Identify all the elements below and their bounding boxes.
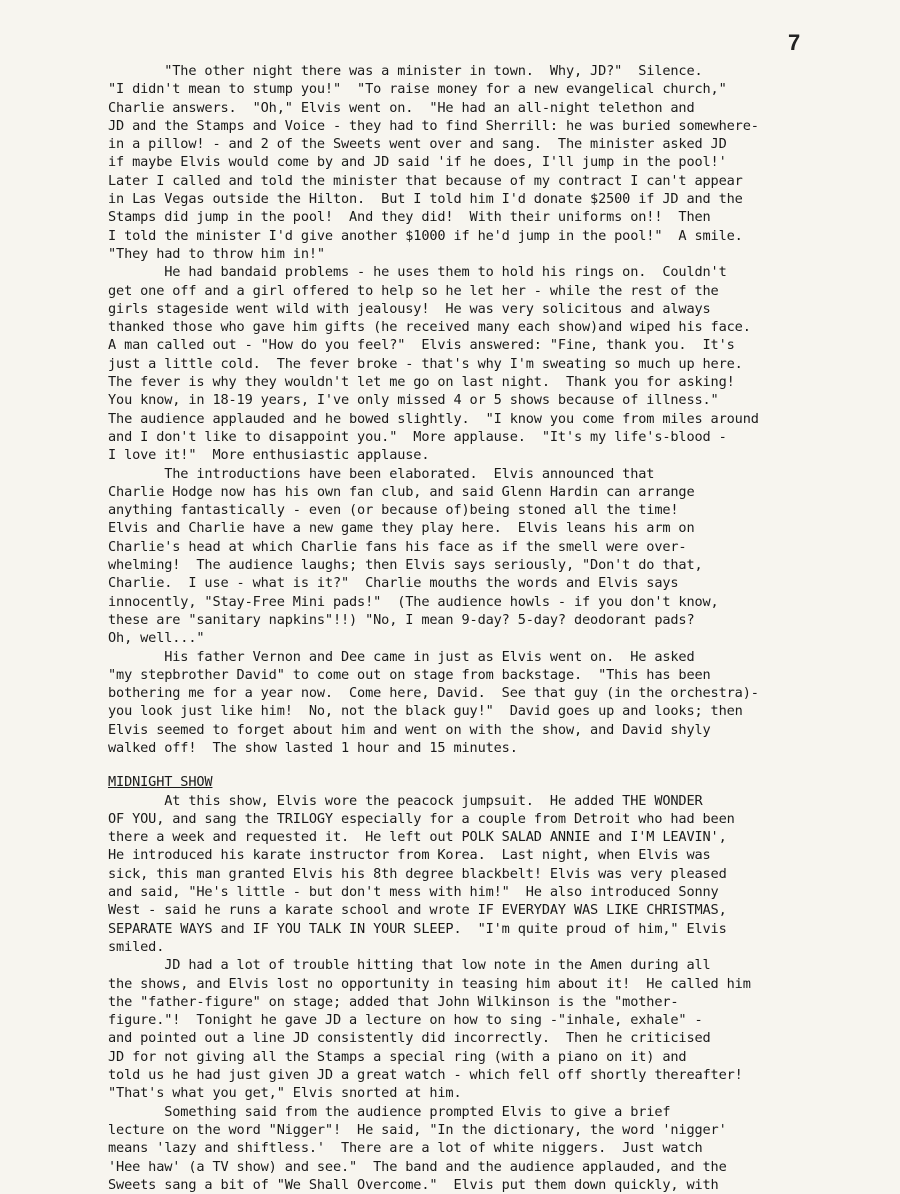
text-line: "They had to throw him in!" (108, 245, 325, 262)
text-line: OF YOU, and sang the TRILOGY especially for a couple from Detroit who had been (108, 810, 735, 827)
text-line: Elvis seemed to forget about him and went on with the show, and David shyly (108, 721, 711, 738)
text-line: anything fantastically - even (or because of)being stoned all the time! (108, 502, 679, 519)
text-line: you look just like him! No, not the black guy!" David goes up and looks; then (108, 703, 743, 720)
text-line: in Las Vegas outside the Hilton. But I told him I'd donate $2500 if JD and the (108, 191, 743, 208)
text-line: I told the minister I'd give another $1000 if he'd jump in the pool!" A smile. (108, 227, 743, 244)
text-line: JD for not giving all the Stamps a special ring (with a piano on it) and (108, 1048, 687, 1065)
text-line: girls stageside went wild with jealousy! He was very solicitous and always (108, 300, 711, 317)
text-line: A man called out - "How do you feel?" Elvis answered: "Fine, thank you. It's (108, 337, 735, 354)
text-line: You know, in 18-19 years, I've only missed 4 or 5 shows because of illness." (108, 392, 719, 409)
text-line: thanked those who gave him gifts (he received many each show)and wiped his face. (108, 319, 751, 336)
text-line: if maybe Elvis would come by and JD said 'if he does, I'll jump in the pool!' (108, 154, 727, 171)
text-line: bothering me for a year now. Come here, David. See that guy (in the orchestra)- (108, 685, 759, 702)
text-line: these are "sanitary napkins"!!) "No, I mean 9-day? 5-day? deodorant pads? (108, 611, 695, 628)
text-line: JD and the Stamps and Voice - they had to find Sherrill: he was buried somewhere- (108, 117, 759, 134)
text-line: and I don't like to disappoint you." More applause. "It's my life's-blood - (108, 428, 727, 445)
text-line: get one off and a girl offered to help so he let her - while the rest of the (108, 282, 719, 299)
text-line: innocently, "Stay-Free Mini pads!" (The audience howls - if you don't know, (108, 593, 719, 610)
text-line: and pointed out a line JD consistently did incorrectly. Then he criticised (108, 1030, 711, 1047)
text-line: "I didn't mean to stump you!" "To raise money for a new evangelical church," (108, 81, 727, 98)
text-line: At this show, Elvis wore the peacock jumpsuit. He added THE WONDER (108, 792, 703, 809)
section-heading: MIDNIGHT SHOW (108, 774, 213, 791)
text-line: walked off! The show lasted 1 hour and 15 minutes. (108, 739, 518, 756)
text-line: whelming! The audience laughs; then Elvis says seriously, "Don't do that, (108, 557, 703, 574)
text-line: the "father-figure" on stage; added that John Wilkinson is the "mother- (108, 993, 679, 1010)
text-line: Something said from the audience prompted Elvis to give a brief (108, 1103, 671, 1120)
text-line: figure."! Tonight he gave JD a lecture on how to sing -"inhale, exhale" - (108, 1012, 703, 1029)
text-line: Oh, well..." (108, 630, 205, 647)
text-line: Charlie's head at which Charlie fans his face as if the smell were over- (108, 538, 687, 555)
text-line: "That's what you get," Elvis snorted at him. (108, 1085, 462, 1102)
text-line: Charlie answers. "Oh," Elvis went on. "He had an all-night telethon and (108, 99, 695, 116)
text-line: the shows, and Elvis lost no opportunity in teasing him about it! He called him (108, 975, 751, 992)
text-line: The introductions have been elaborated. Elvis announced that (108, 465, 655, 482)
midnight-show-text (108, 792, 848, 1194)
text-line: Later I called and told the minister that because of my contract I can't appear (108, 172, 743, 189)
text-line: smiled. (108, 938, 165, 955)
text-line: 'Hee haw' (a TV show) and see." The band and the audience applauded, and the (108, 1158, 727, 1175)
text-line: His father Vernon and Dee came in just as Elvis went on. He asked (108, 648, 695, 665)
text-line: Stamps did jump in the pool! And they did! With their uniforms on!! Then (108, 209, 711, 226)
text-line: West - said he runs a karate school and wrote IF EVERYDAY WAS LIKE CHRISTMAS, (108, 902, 727, 919)
text-line: SEPARATE WAYS and IF YOU TALK IN YOUR SLEEP. "I'm quite proud of him," Elvis (108, 920, 727, 937)
body-text (108, 62, 848, 1194)
text-line: and said, "He's little - but don't mess with him!" He also introduced Sonny (108, 884, 719, 901)
text-line: "my stepbrother David" to come out on stage from backstage. "This has been (108, 666, 711, 683)
text-line: there a week and requested it. He left out POLK SALAD ANNIE and I'M LEAVIN', (108, 829, 727, 846)
text-line: Elvis and Charlie have a new game they play here. Elvis leans his arm on (108, 520, 695, 537)
text-line: means 'lazy and shiftless.' There are a lot of white niggers. Just watch (108, 1140, 703, 1157)
text-line: The fever is why they wouldn't let me go on last night. Thank you for asking! (108, 374, 735, 391)
text-line: "The other night there was a minister in town. Why, JD?" Silence. (108, 63, 703, 79)
text-line: JD had a lot of trouble hitting that low note in the Amen during all (108, 957, 711, 974)
text-line: lecture on the word "Nigger"! He said, "In the dictionary, the word 'nigger' (108, 1121, 727, 1138)
text-line: I love it!" More enthusiastic applause. (108, 447, 430, 464)
text-line: Sweets sang a bit of "We Shall Overcome." Elvis put them down quickly, with (108, 1176, 719, 1193)
pre-midnight-text (108, 62, 848, 757)
text-line: told us he had just given JD a great watch - which fell off shortly thereafter! (108, 1067, 743, 1084)
section-gap (108, 757, 848, 773)
text-line: in a pillow! - and 2 of the Sweets went over and sang. The minister asked JD (108, 136, 727, 153)
text-line: Charlie. I use - what is it?" Charlie mouths the words and Elvis says (108, 575, 679, 592)
page-number: 7 (788, 30, 801, 55)
text-line: sick, this man granted Elvis his 8th degree blackbelt! Elvis was very pleased (108, 865, 727, 882)
text-line: Charlie Hodge now has his own fan club, and said Glenn Hardin can arrange (108, 483, 695, 500)
text-line: The audience applauded and he bowed slightly. "I know you come from miles around (108, 410, 759, 427)
text-line: He had bandaid problems - he uses them to hold his rings on. Couldn't (108, 264, 727, 281)
text-line: just a little cold. The fever broke - that's why I'm sweating so much up here. (108, 355, 743, 372)
text-line: He introduced his karate instructor from Korea. Last night, when Elvis was (108, 847, 711, 864)
